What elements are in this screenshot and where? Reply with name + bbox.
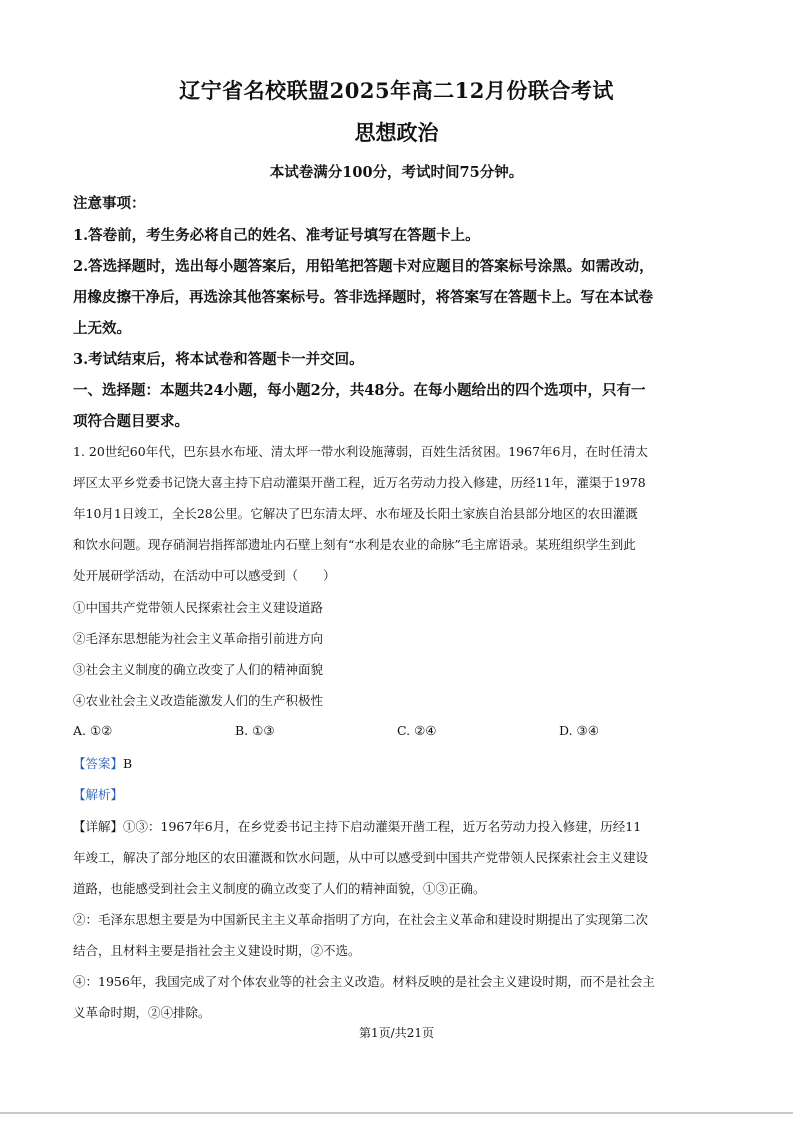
explanation-line: 结合，且材料主要是指社会主义建设时期，②不选。 [73,943,361,958]
statement-item: ③社会主义制度的确立改变了人们的精神面貌 [73,662,324,677]
question-stem-line: 年10月1日竣工，全长28公里。它解决了巴东清太坪、水布垭及长阳土家族自治县部分地区的农田灌溉 [73,506,638,521]
answer-value: B [123,756,133,771]
note-line: 3.考试结束后，将本试卷和答题卡一并交回。 [73,351,364,368]
explanation-line: 年竣工，解决了部分地区的农田灌溉和饮水问题，从中可以感受到中国共产党带领人民探索社会主义建设 [73,850,649,865]
note-line: 1.答卷前，考生务必将自己的姓名、准考证号填写在答题卡上。 [73,227,480,244]
question-stem-line: 和饮水问题。现存硝洞岩指挥部遗址内石壁上刻有“水利是农业的命脉”毛主席语录。某班组织学生到此 [73,537,636,552]
explanation-line: 【详解】①③：1967年6月，在乡党委书记主持下启动灌渠开凿工程，近万名劳动力投入修建，历经11 [73,819,642,834]
notes-heading: 注意事项： [73,195,146,212]
analysis-tag: 【解析】 [73,787,124,802]
statement-item: ④农业社会主义改造能激发人们的生产积极性 [73,693,324,708]
statement-item: ②毛泽东思想能为社会主义革命指引前进方向 [73,631,324,646]
subject-title: 思想政治 [354,120,439,145]
section-heading-line: 项符合题目要求。 [73,413,189,430]
exam-info: 本试卷满分100分，考试时间75分钟。 [269,164,524,181]
page-bottom-divider [0,1112,793,1114]
question-stem-line: 处开展研学活动，在活动中可以感受到（ ） [73,568,336,583]
statement-item: ①中国共产党带领人民探索社会主义建设道路 [73,600,324,615]
explanation-line: ④：1956年，我国完成了对个体农业等的社会主义改造。材料反映的是社会主义建设时期，而不是社会主 [73,974,655,989]
option-a: A. ①② [73,723,113,738]
note-line: 上无效。 [73,320,131,337]
option-d: D. ③④ [559,723,599,738]
option-c: C. ②④ [397,723,437,738]
note-line: 用橡皮擦干净后，再选涂其他答案标号。答非选择题时，将答案写在答题卡上。写在本试卷 [73,289,653,306]
explanation-line: 义革命时期，②④排除。 [73,1005,211,1020]
explanation-line: ②：毛泽东思想主要是为中国新民主主义革命指明了方向，在社会主义革命和建设时期提出了实现第二次 [73,912,649,927]
question-stem-line: 坪区太平乡党委书记饶大喜主持下启动灌渠开凿工程，近万名劳动力投入修建，历经11年，灌渠于1978 [73,475,646,490]
section-heading-line: 一、选择题：本题共24小题，每小题2分，共48分。在每小题给出的四个选项中，只有一 [73,382,646,399]
page-number: 第1页/共21页 [359,1026,434,1040]
answer-tag: 【答案】 [73,756,124,771]
document-title: 辽宁省名校联盟2025年高二12月份联合考试 [179,78,614,103]
note-line: 2.答选择题时，选出每小题答案后，用铅笔把答题卡对应题目的答案标号涂黑。如需改动， [73,258,654,275]
option-b: B. ①③ [235,723,275,738]
explanation-line: 道路，也能感受到社会主义制度的确立改变了人们的精神面貌，①③正确。 [73,881,486,896]
question-stem-line: 1. 20世纪60年代，巴东县水布垭、清太坪一带水利设施薄弱，百姓生活贫困。1967年6月，在时任清太 [73,444,648,459]
answer-line [73,754,132,772]
